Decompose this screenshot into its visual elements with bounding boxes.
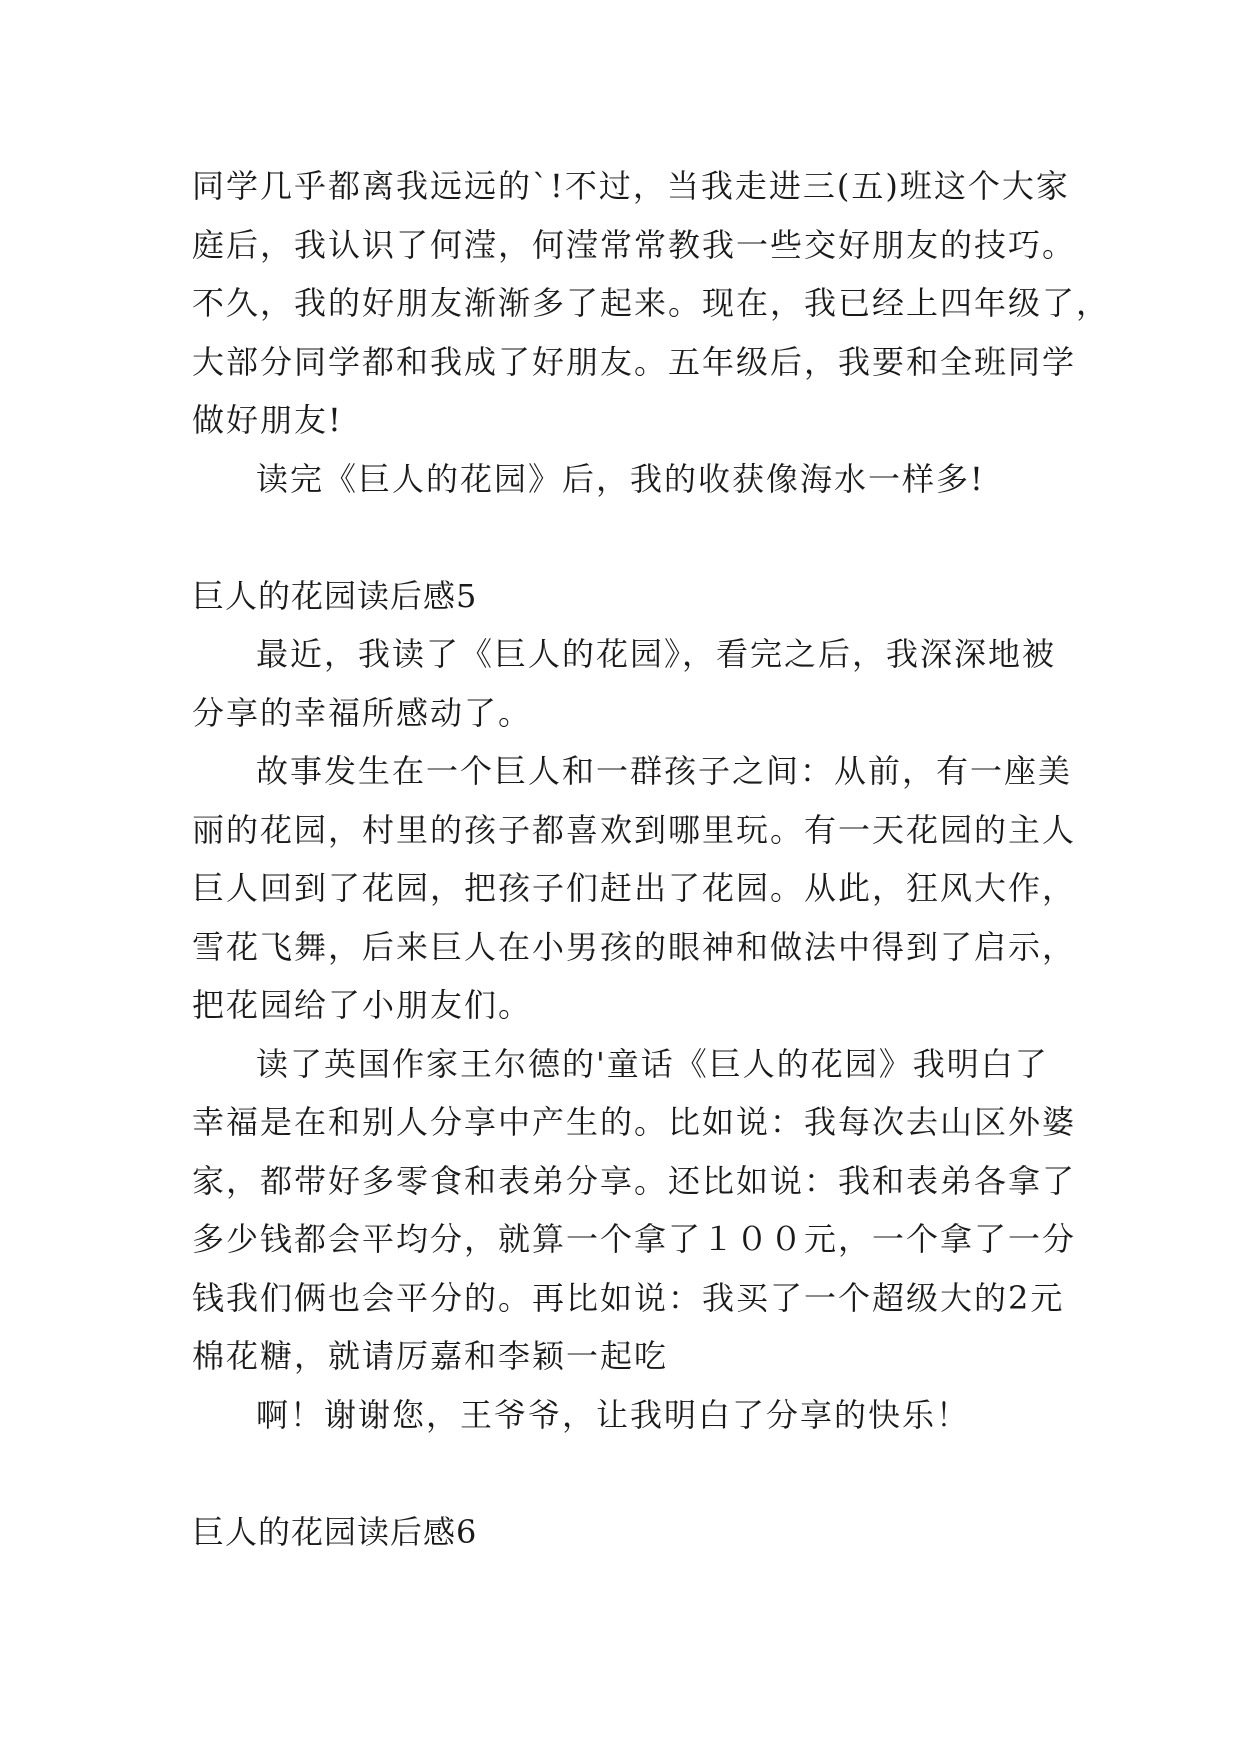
text-line: 巨人回到了花园，把孩子们赶出了花园。从此，狂风大作，: [192, 869, 1077, 907]
text-line: 把花园给了小朋友们。: [192, 986, 533, 1024]
text-line: 故事发生在一个巨人和一群孩子之间：从前，有一座美: [256, 752, 1073, 790]
text-line: 最近，我读了《巨人的花园》，看完之后，我深深地被: [256, 635, 1057, 673]
text-line: 做好朋友!: [192, 401, 343, 439]
paragraph-closing: [192, 450, 1054, 509]
text-line: 幸福是在和别人分享中产生的。比如说：我每次去山区外婆: [192, 1103, 1077, 1141]
text-line: 啊！谢谢您，王爷爷，让我明白了分享的快乐！: [256, 1395, 971, 1434]
text-line: 读完《巨人的花园》后，我的收获像海水一样多!: [256, 459, 985, 498]
text-line: 读了英国作家王尔德的'童话《巨人的花园》我明白了: [256, 1044, 1049, 1083]
text-line: 棉花糖，就请厉嘉和李颖一起吃: [192, 1337, 669, 1375]
section-heading-5: 巨人的花园读后感5: [192, 576, 478, 615]
paragraph-continued: [192, 157, 1111, 450]
paragraph-reflection: [192, 1035, 1077, 1386]
document-body: [192, 157, 1111, 1561]
text-line: 不久，我的好朋友渐渐多了起来。现在，我已经上四年级了，: [192, 284, 1111, 322]
text-line: 庭后，我认识了何滢，何滢常常教我一些交好朋友的技巧。: [192, 225, 1077, 264]
text-line: 多少钱都会平均分，就算一个拿了１００元，一个拿了一分: [192, 1220, 1077, 1258]
text-line: 分享的幸福所感动了。: [192, 693, 533, 732]
text-line: 雪花飞舞，后来巨人在小男孩的眼神和做法中得到了启示，: [192, 927, 1077, 966]
text-line: 家，都带好多零食和表弟分享。还比如说：我和表弟各拿了: [192, 1161, 1077, 1200]
paragraph-story: [192, 742, 1077, 1035]
blank-line: [192, 508, 1054, 567]
blank-line: [192, 1444, 1054, 1503]
text-line: 丽的花园，村里的孩子都喜欢到哪里玩。有一天花园的主人: [192, 810, 1077, 849]
section-heading-6: 巨人的花园读后感6: [192, 1512, 478, 1551]
text-line: 钱我们俩也会平分的。再比如说：我买了一个超级大的2元: [192, 1278, 1065, 1317]
text-line: 同学几乎都离我远远的`!不过，当我走进三(五)班这个大家: [192, 167, 1070, 205]
paragraph-thanks: [192, 1386, 1054, 1445]
text-line: 大部分同学都和我成了好朋友。五年级后，我要和全班同学: [192, 342, 1077, 381]
paragraph-intro: [192, 625, 1057, 742]
